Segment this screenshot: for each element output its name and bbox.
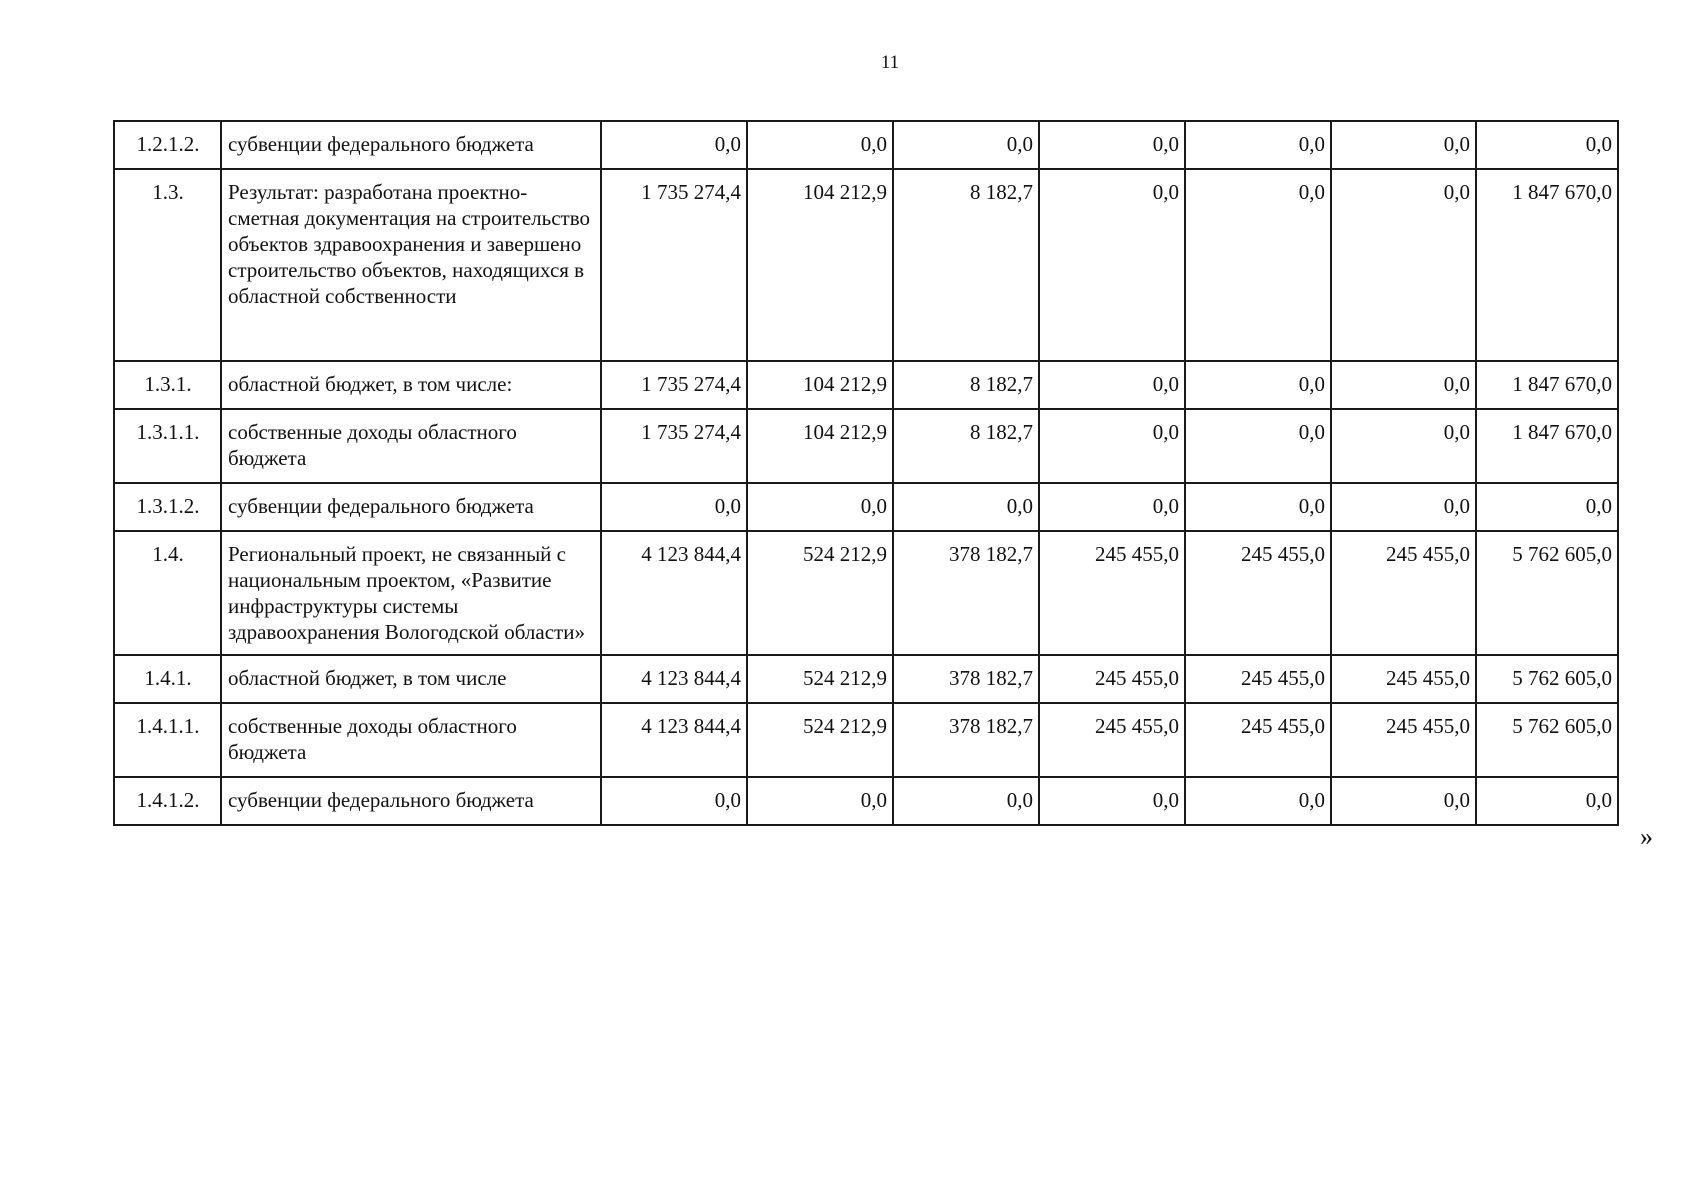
amount-cell: 0,0 <box>601 777 747 825</box>
amount-cell: 0,0 <box>1476 777 1618 825</box>
amount-cell: 0,0 <box>1331 361 1476 409</box>
amount-cell: 4 123 844,4 <box>601 703 747 777</box>
amount-cell: 524 212,9 <box>747 531 893 655</box>
amount-cell: 0,0 <box>1476 121 1618 169</box>
amount-cell: 0,0 <box>747 121 893 169</box>
amount-cell: 245 455,0 <box>1331 703 1476 777</box>
table-row <box>114 361 1618 409</box>
amount-cell: 245 455,0 <box>1185 531 1331 655</box>
amount-cell: 0,0 <box>893 483 1039 531</box>
row-description: субвенции федерального бюджета <box>221 121 601 169</box>
table-row <box>114 169 1618 361</box>
amount-cell: 104 212,9 <box>747 361 893 409</box>
amount-cell: 0,0 <box>1185 409 1331 483</box>
amount-cell: 104 212,9 <box>747 409 893 483</box>
amount-cell: 245 455,0 <box>1039 703 1185 777</box>
table-row <box>114 777 1618 825</box>
amount-cell: 0,0 <box>1476 483 1618 531</box>
amount-cell: 1 735 274,4 <box>601 409 747 483</box>
amount-cell: 0,0 <box>1185 361 1331 409</box>
amount-cell: 378 182,7 <box>893 655 1039 703</box>
amount-cell: 5 762 605,0 <box>1476 531 1618 655</box>
table-row <box>114 531 1618 655</box>
amount-cell: 0,0 <box>1331 121 1476 169</box>
budget-table <box>113 120 1619 826</box>
amount-cell: 0,0 <box>1039 777 1185 825</box>
row-number: 1.3.1. <box>114 361 221 409</box>
amount-cell: 0,0 <box>747 483 893 531</box>
amount-cell: 1 847 670,0 <box>1476 169 1618 361</box>
amount-cell: 245 455,0 <box>1185 703 1331 777</box>
table-row <box>114 121 1618 169</box>
amount-cell: 0,0 <box>893 121 1039 169</box>
row-description: собственные доходы областного бюджета <box>221 409 601 483</box>
amount-cell: 1 847 670,0 <box>1476 361 1618 409</box>
amount-cell: 8 182,7 <box>893 361 1039 409</box>
row-description: Результат: разработана проектно-сметная документация на строительство объектов здравоохранения и завершено строительство объектов, находящихся в областной собственности <box>221 169 601 361</box>
page-number: 11 <box>880 52 900 73</box>
amount-cell: 524 212,9 <box>747 703 893 777</box>
amount-cell: 0,0 <box>1039 361 1185 409</box>
amount-cell: 104 212,9 <box>747 169 893 361</box>
amount-cell: 0,0 <box>1039 409 1185 483</box>
amount-cell: 0,0 <box>1039 169 1185 361</box>
amount-cell: 0,0 <box>893 777 1039 825</box>
amount-cell: 0,0 <box>747 777 893 825</box>
amount-cell: 524 212,9 <box>747 655 893 703</box>
amount-cell: 245 455,0 <box>1039 531 1185 655</box>
amount-cell: 4 123 844,4 <box>601 655 747 703</box>
amount-cell: 245 455,0 <box>1185 655 1331 703</box>
table-row <box>114 703 1618 777</box>
row-number: 1.4. <box>114 531 221 655</box>
amount-cell: 0,0 <box>1331 777 1476 825</box>
table-row <box>114 409 1618 483</box>
row-number: 1.4.1. <box>114 655 221 703</box>
row-description: Региональный проект, не связанный с национальным проектом, «Развитие инфраструктуры системы здравоохранения Вологодской области» <box>221 531 601 655</box>
amount-cell: 4 123 844,4 <box>601 531 747 655</box>
continuation-mark: » <box>1640 822 1653 851</box>
amount-cell: 0,0 <box>1331 409 1476 483</box>
row-number: 1.4.1.2. <box>114 777 221 825</box>
table-row <box>114 655 1618 703</box>
amount-cell: 5 762 605,0 <box>1476 703 1618 777</box>
amount-cell: 1 847 670,0 <box>1476 409 1618 483</box>
row-description: областной бюджет, в том числе <box>221 655 601 703</box>
amount-cell: 0,0 <box>1185 169 1331 361</box>
amount-cell: 0,0 <box>1331 169 1476 361</box>
amount-cell: 0,0 <box>601 121 747 169</box>
amount-cell: 378 182,7 <box>893 531 1039 655</box>
row-description: субвенции федерального бюджета <box>221 777 601 825</box>
amount-cell: 0,0 <box>1331 483 1476 531</box>
row-number: 1.2.1.2. <box>114 121 221 169</box>
row-number: 1.3. <box>114 169 221 361</box>
amount-cell: 8 182,7 <box>893 169 1039 361</box>
row-description: собственные доходы областного бюджета <box>221 703 601 777</box>
amount-cell: 1 735 274,4 <box>601 169 747 361</box>
amount-cell: 245 455,0 <box>1331 531 1476 655</box>
amount-cell: 245 455,0 <box>1039 655 1185 703</box>
amount-cell: 0,0 <box>1185 777 1331 825</box>
amount-cell: 5 762 605,0 <box>1476 655 1618 703</box>
amount-cell: 0,0 <box>1185 121 1331 169</box>
table-body <box>114 121 1618 825</box>
amount-cell: 0,0 <box>1039 121 1185 169</box>
row-number: 1.3.1.1. <box>114 409 221 483</box>
amount-cell: 0,0 <box>601 483 747 531</box>
row-description: субвенции федерального бюджета <box>221 483 601 531</box>
row-number: 1.4.1.1. <box>114 703 221 777</box>
row-number: 1.3.1.2. <box>114 483 221 531</box>
table-row <box>114 483 1618 531</box>
amount-cell: 8 182,7 <box>893 409 1039 483</box>
amount-cell: 378 182,7 <box>893 703 1039 777</box>
row-description: областной бюджет, в том числе: <box>221 361 601 409</box>
amount-cell: 0,0 <box>1039 483 1185 531</box>
amount-cell: 1 735 274,4 <box>601 361 747 409</box>
amount-cell: 0,0 <box>1185 483 1331 531</box>
amount-cell: 245 455,0 <box>1331 655 1476 703</box>
